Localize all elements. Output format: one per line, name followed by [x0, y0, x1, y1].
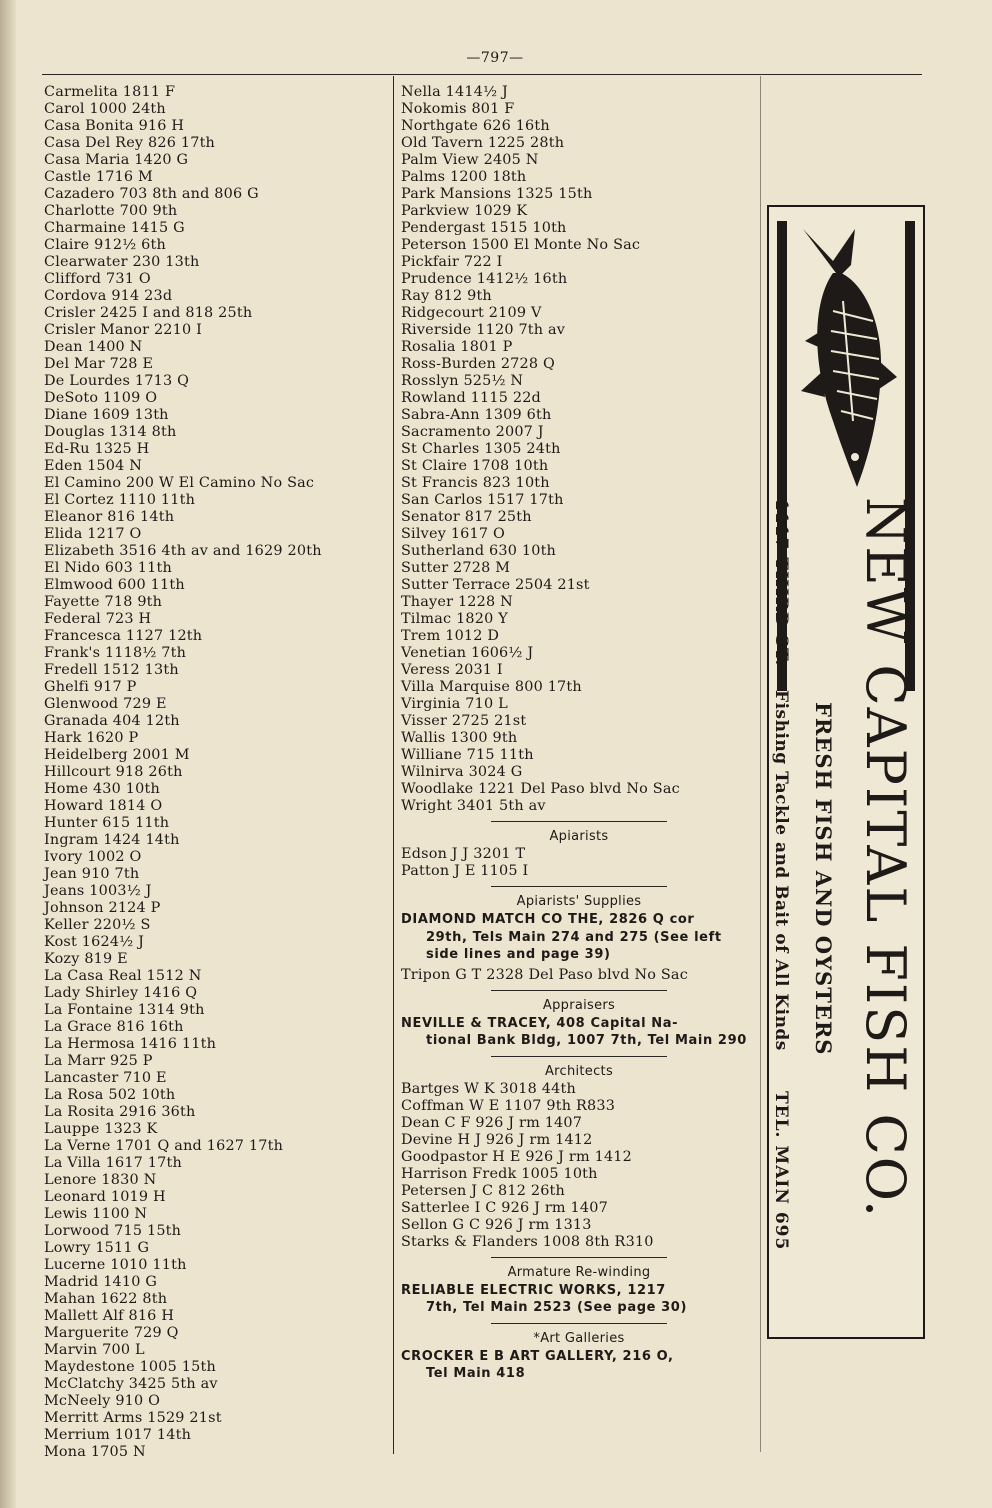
list-item: Goodpastor H E 926 J rm 1412: [401, 1148, 633, 1165]
list-item: Kozy 819 E: [44, 951, 128, 967]
ad-company-name: NEW CAPITAL FISH CO.: [854, 497, 917, 1220]
list-item: Charmaine 1415 G: [44, 220, 185, 236]
list-item: La Rosita 2916 36th: [44, 1104, 196, 1120]
list-item: Palm View 2405 N: [401, 152, 539, 168]
list-item: Harrison Fredk 1005 10th: [401, 1165, 598, 1182]
list-item: Charlotte 700 9th: [44, 203, 178, 219]
section-heading-art-galleries: *Art Galleries: [533, 1330, 625, 1346]
list-item: McNeely 910 O: [44, 1393, 161, 1409]
list-item: Edson J J 3201 T: [401, 846, 526, 862]
featured-listing: [401, 911, 757, 964]
list-item: Woodlake 1221 Del Paso blvd No Sac: [401, 781, 680, 797]
list-item: Madrid 1410 G: [44, 1274, 158, 1290]
list-item: Casa Maria 1420 G: [44, 152, 189, 168]
list-item: La Casa Real 1512 N: [44, 968, 202, 984]
list-item: Veress 2031 I: [401, 662, 503, 678]
list-item: Rosalia 1801 P: [401, 339, 513, 355]
list-item: La Hermosa 1416 11th: [44, 1036, 217, 1052]
list-item: Peterson 1500 El Monte No Sac: [401, 237, 641, 253]
list-item: Ross-Burden 2728 Q: [401, 356, 556, 372]
list-item: Prudence 1412½ 16th: [401, 271, 568, 287]
list-item: Sabra-Ann 1309 6th: [401, 407, 552, 423]
featured-listing-line1: RELIABLE ELECTRIC WORKS, 1217: [401, 1282, 666, 1298]
section-heading-appraisers: Appraisers: [542, 997, 616, 1013]
list-item: Casa Bonita 916 H: [44, 118, 185, 134]
section-rule: [491, 821, 667, 822]
list-item: Sutter Terrace 2504 21st: [401, 577, 590, 593]
list-item: Dean 1400 N: [44, 339, 143, 355]
list-item: Trem 1012 D: [401, 628, 500, 644]
list-item: Lowry 1511 G: [44, 1240, 150, 1256]
ad-subline: Fishing Tackle and Bait of All Kinds: [771, 690, 791, 1052]
list-item: Merritt Arms 1529 21st: [44, 1410, 222, 1426]
list-item: La Verne 1701 Q and 1627 17th: [44, 1138, 284, 1154]
list-item: Lucerne 1010 11th: [44, 1257, 187, 1273]
list-item: Frank's 1118½ 7th: [44, 645, 187, 661]
list-item: Dean C F 926 J rm 1407: [401, 1114, 583, 1131]
list-item: Ghelfi 917 P: [44, 679, 137, 695]
list-item: Venetian 1606½ J: [401, 645, 534, 661]
list-item: McClatchy 3425 5th av: [44, 1376, 218, 1392]
list-item: La Villa 1617 17th: [44, 1155, 182, 1171]
section-rule: [491, 886, 667, 887]
left-column: [44, 84, 384, 1461]
list-item: Mallett Alf 816 H: [44, 1308, 175, 1324]
list-item: El Nido 603 11th: [44, 560, 172, 576]
list-item: El Camino 200 W El Camino No Sac: [44, 475, 315, 491]
featured-listing: [401, 1015, 757, 1050]
section-rule: [491, 1257, 667, 1258]
list-item: Jeans 1003½ J: [44, 883, 152, 899]
section-rule: [491, 1323, 667, 1324]
list-item: Fayette 718 9th: [44, 594, 163, 610]
ad-address: 1117 THIRD ST.: [771, 499, 791, 667]
list-item: Sutter 2728 M: [401, 560, 511, 576]
list-item: Lancaster 710 E: [44, 1070, 167, 1086]
top-rule: [42, 74, 922, 75]
featured-listing-rest: 29th, Tels Main 274 and 275 (See left side lines and page 39): [426, 929, 722, 962]
list-item: La Marr 925 P: [44, 1053, 153, 1069]
list-item: Carmelita 1811 F: [44, 84, 176, 100]
list-item: Old Tavern 1225 28th: [401, 135, 565, 151]
list-item: Ray 812 9th: [401, 288, 492, 304]
list-item: Mona 1705 N: [44, 1444, 146, 1460]
list-item: Petersen J C 812 26th: [401, 1182, 566, 1199]
list-item: Wilnirva 3024 G: [401, 764, 523, 780]
list-item: Visser 2725 21st: [401, 713, 527, 729]
list-item: Hunter 615 11th: [44, 815, 170, 831]
middle-column: [401, 84, 757, 1383]
featured-listing: [401, 1282, 757, 1317]
fish-company-advertisement: [767, 205, 925, 1339]
list-item: DeSoto 1109 O: [44, 390, 158, 406]
list-item: Ridgecourt 2109 V: [401, 305, 542, 321]
list-item: Diane 1609 13th: [44, 407, 169, 423]
featured-listing-rest: 7th, Tel Main 2523 (See page 30): [426, 1300, 687, 1315]
list-item: Lenore 1830 N: [44, 1172, 157, 1188]
list-item: Sutherland 630 10th: [401, 543, 557, 559]
list-item: Parkview 1029 K: [401, 203, 528, 219]
featured-listing-line1: CROCKER E B ART GALLERY, 216 O,: [401, 1348, 674, 1364]
list-item: Marvin 700 L: [44, 1342, 145, 1358]
list-item: Virginia 710 L: [401, 696, 508, 712]
list-item: El Cortez 1110 11th: [44, 492, 196, 508]
list-item: Claire 912½ 6th: [44, 237, 166, 253]
list-item: Lady Shirley 1416 Q: [44, 985, 198, 1001]
list-item: Senator 817 25th: [401, 509, 532, 525]
list-item: St Claire 1708 10th: [401, 458, 549, 474]
list-item: Coffman W E 1107 9th R833: [401, 1097, 616, 1114]
list-item: Starks & Flanders 1008 8th R310: [401, 1233, 654, 1250]
list-item: Howard 1814 O: [44, 798, 163, 814]
featured-listing-rest: Tel Main 418: [426, 1366, 526, 1381]
list-item: Clearwater 230 13th: [44, 254, 200, 270]
list-item: Lauppe 1323 K: [44, 1121, 158, 1137]
list-item: Riverside 1120 7th av: [401, 322, 566, 338]
list-item: Federal 723 H: [44, 611, 152, 627]
section-rule: [491, 1056, 667, 1057]
list-item: Granada 404 12th: [44, 713, 180, 729]
list-item: La Fontaine 1314 9th: [44, 1002, 205, 1018]
list-item: Cordova 914 23d: [44, 288, 173, 304]
list-item: Hillcourt 918 26th: [44, 764, 183, 780]
list-item: Kost 1624½ J: [44, 934, 145, 950]
section-heading-apiarists-supplies: Apiarists' Supplies: [516, 894, 642, 909]
fish-icon: [793, 221, 901, 491]
list-item: Keller 220½ S: [44, 917, 151, 933]
list-item: Palms 1200 18th: [401, 169, 527, 185]
list-item: Johnson 2124 P: [44, 900, 161, 916]
list-item: Sellon G C 926 J rm 1313: [401, 1216, 592, 1233]
list-item: Elida 1217 O: [44, 526, 142, 542]
list-item: Ingram 1424 14th: [44, 832, 180, 848]
ad-tagline: FRESH FISH AND OYSTERS: [811, 702, 836, 1056]
list-item: Elizabeth 3516 4th av and 1629 20th: [44, 543, 322, 559]
list-item: Lorwood 715 15th: [44, 1223, 182, 1239]
list-item: Elmwood 600 11th: [44, 577, 185, 593]
list-item: Glenwood 729 E: [44, 696, 167, 712]
list-item: Villa Marquise 800 17th: [401, 679, 582, 695]
list-item: Tripon G T 2328 Del Paso blvd No Sac: [401, 966, 688, 983]
list-item: Bartges W K 3018 44th: [401, 1080, 576, 1097]
list-item: De Lourdes 1713 Q: [44, 373, 190, 389]
list-item: Pickfair 722 I: [401, 254, 503, 270]
list-item: Marguerite 729 Q: [44, 1325, 179, 1341]
list-item: Eleanor 816 14th: [44, 509, 175, 525]
featured-listing-line1: NEVILLE & TRACEY, 408 Capital Na-: [401, 1015, 679, 1031]
column-divider: [393, 76, 394, 1454]
list-item: La Grace 816 16th: [44, 1019, 184, 1035]
list-item: Eden 1504 N: [44, 458, 143, 474]
list-item: Ed-Ru 1325 H: [44, 441, 150, 457]
list-item: Devine H J 926 J rm 1412: [401, 1131, 593, 1148]
ad-phone: TEL. MAIN 695: [771, 1091, 791, 1251]
list-item: Carol 1000 24th: [44, 101, 166, 117]
list-item: Sacramento 2007 J: [401, 424, 544, 440]
list-item: Pendergast 1515 10th: [401, 220, 567, 236]
list-item: Leonard 1019 H: [44, 1189, 166, 1205]
list-item: Silvey 1617 O: [401, 526, 506, 542]
list-item: St Francis 823 10th: [401, 475, 550, 491]
list-item: Cazadero 703 8th and 806 G: [44, 186, 259, 202]
list-item: La Rosa 502 10th: [44, 1087, 176, 1103]
list-item: Lewis 1100 N: [44, 1206, 148, 1222]
list-item: Nella 1414½ J: [401, 84, 508, 100]
list-item: Tilmac 1820 Y: [401, 611, 508, 627]
list-item: Crisler 2425 I and 818 25th: [44, 305, 253, 321]
list-item: St Charles 1305 24th: [401, 441, 561, 457]
list-item: Castle 1716 M: [44, 169, 153, 185]
list-item: Patton J E 1105 I: [401, 863, 529, 879]
list-item: Casa Del Rey 826 17th: [44, 135, 216, 151]
featured-listing: [401, 1348, 757, 1383]
featured-listing-rest: tional Bank Bldg, 1007 7th, Tel Main 290: [426, 1033, 747, 1048]
list-item: Park Mansions 1325 15th: [401, 186, 593, 202]
featured-listing-line1: DIAMOND MATCH CO THE, 2826 Q cor: [401, 912, 695, 927]
section-heading-apiarists: Apiarists: [549, 829, 609, 844]
section-rule: [491, 990, 667, 991]
section-heading-armature: Armature Re-winding: [507, 1264, 651, 1280]
list-item: Wright 3401 5th av: [401, 798, 546, 814]
list-item: Douglas 1314 8th: [44, 424, 177, 440]
list-item: Mahan 1622 8th: [44, 1291, 168, 1307]
list-item: Merrium 1017 14th: [44, 1427, 192, 1443]
column-divider-right: [760, 76, 761, 1452]
list-item: San Carlos 1517 17th: [401, 492, 564, 508]
page-number: —797—: [466, 50, 524, 66]
list-item: Rosslyn 525½ N: [401, 373, 524, 389]
list-item: Nokomis 801 F: [401, 101, 515, 117]
list-item: Thayer 1228 N: [401, 594, 513, 610]
list-item: Home 430 10th: [44, 781, 160, 797]
list-item: Northgate 626 16th: [401, 118, 550, 134]
list-item: Del Mar 728 E: [44, 356, 154, 372]
list-item: Rowland 1115 22d: [401, 390, 541, 406]
section-heading-architects: Architects: [544, 1063, 614, 1079]
list-item: Williane 715 11th: [401, 747, 534, 763]
list-item: Francesca 1127 12th: [44, 628, 203, 644]
page-edge: [0, 0, 16, 1508]
list-item: Maydestone 1005 15th: [44, 1359, 216, 1375]
list-item: Crisler Manor 2210 I: [44, 322, 203, 338]
list-item: Clifford 731 O: [44, 271, 151, 287]
list-item: Heidelberg 2001 M: [44, 747, 190, 763]
list-item: Satterlee I C 926 J rm 1407: [401, 1199, 608, 1216]
list-item: Ivory 1002 O: [44, 849, 142, 865]
list-item: Jean 910 7th: [44, 866, 140, 882]
list-item: Fredell 1512 13th: [44, 662, 179, 678]
list-item: Hark 1620 P: [44, 730, 139, 746]
list-item: Wallis 1300 9th: [401, 730, 518, 746]
